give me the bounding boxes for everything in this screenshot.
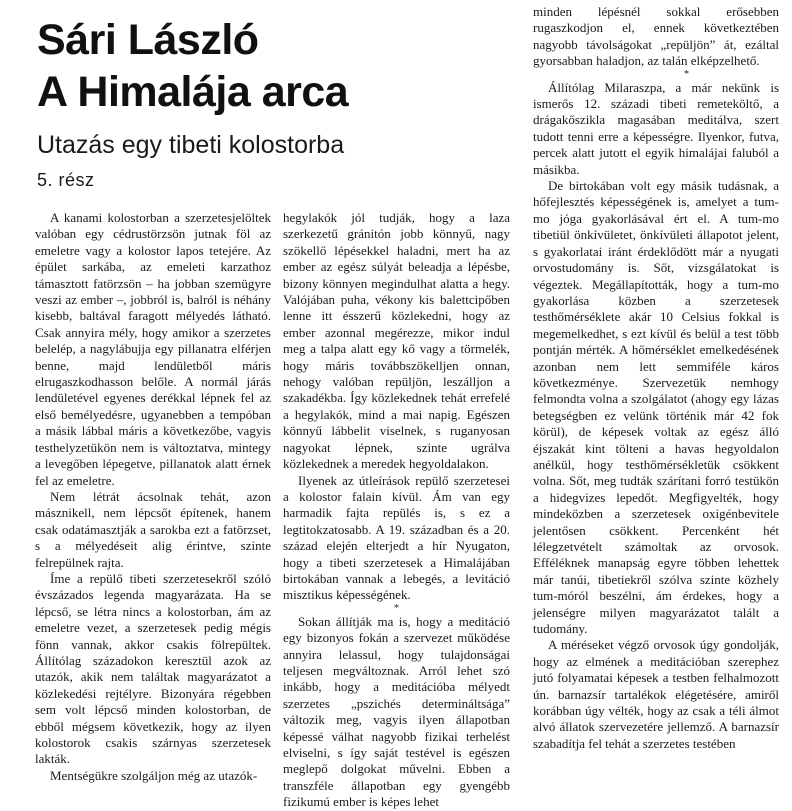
text-column-1 (35, 210, 271, 784)
paragraph: A kanami kolostorban a szerzetesjelöltek valóban egy cédrustörzsön jutnak föl az emeletre vagy a kolostor lapos tetejére. Az épület sarkába, az emeleti karzathoz támasztott fatörzsön – ha jobban szemügyre veszi az ember –, jobbról is, balról is néhány kisebb, baltával faragott mélyedés látható. Csak annyira mély, hogy amikor a szerzetes belelép, a nagylábujja egy pillanatra elférjen benne, majd lendületből máris elrugaszkodhasson belőle. A normál járás lendületével egyenes derékkal lépnek fel az első bemélyedésre, ugyanebben a tempóban a másik lábbal máris a következőbe, vagyis testhelyzetükön nem is változtatva, mintegy a levegőben lépegetve, pillanatok alatt érnek fel az emeletre. (35, 210, 271, 488)
text-column-2 (283, 210, 510, 811)
paragraph: Állítólag Milaraszpa, a már nekünk is ismerős 12. századi tibeti remeteköltő, a drágakőszikla magasában meditálva, szert tudott tenni erre a képességre. Ilyenkor, futva, percek alatt jutott el egyik himalájai faluból a másikba. (533, 79, 779, 177)
part-number: 5. rész (37, 170, 95, 190)
article-header (37, 14, 507, 191)
paragraph: Mentségükre szolgáljon még az utazók- (50, 767, 258, 783)
text-column-3 (533, 4, 779, 752)
paragraph: minden lépésnél sokkal erősebben rugaszkodjon el, ennek következtében nagyobb távolságokat „repüljön” át, ezáltal gyorsabban haladjon, az talán elképzelhető. (533, 4, 779, 69)
paragraph: Sokan állítják ma is, hogy a meditáció egy bizonyos fokán a szervezet működése annyira lelassul, hogy tulajdonságai teljesen megváltoznak. Arról lehet szó inkább, hogy a meditációba mélyedt szerzetes „pszichés determináltsága” változik meg, vagyis ilyen állapotban képessé válhat nagyobb fizikai terhelést elviselni, s így saját testével is egészen meglepő dolgokat művelni. Ebben a transzféle állapotban egy gyengébb fizikumú ember is képes lehet (283, 613, 510, 810)
article-title: A Himalája arca (37, 68, 349, 116)
paragraph: Ilyenek az útleírások repülő szerzetesei a kolostor falain kívül. Ám van egy harmadik fajta repülés is, s ez a legtitokzatosabb. A 19. században és a 20. század elején elterjedt a hír Nyugaton, hogy a tibeti szerzetesek a Himalájában birtokában vannak a lebegés, a levitáció misztikus képességének. (283, 472, 510, 603)
paragraph: hegylakók jól tudják, hogy a laza szerkezetű gránitón jobb könnyű, nagy szökellő lépésekkel haladni, mert ha az ember az egész súlyát beleadja a lépésbe, bizony könnyen megindulhat alatta a hegy. Valójában puha, vékony kis balettcipőben lenne itt ésszerű közlekedni, hogy az ember azonnal megérezze, mikor indul meg a talpa alatt egy kő vagy a törmelék, hogy máris továbbszökelljen onnan, nehogy valóban repüljön, leszálljon a szakadékba. Így közlekednek tehát errefelé a hegylakók, mind a mai napig. Egészen könnyű lábbelit viselnek, s ruganyosan nagyokat lépnek, szinte ugrálva közlekednek a meredek hegyoldalakon. (283, 210, 510, 472)
paragraph: Íme a repülő tibeti szerzetesekről szóló évszázados legenda magyarázata. Ha se lépcső, se létra nincs a kolostorban, ám az emeletre vezet, a szerzetesek pedig mégis fönn vannak, akkor csakis fölrepültek. Állítólag századokon keresztül azok az utazók, akik nem találtak magyarázatot a közlekedési rejtélyre. Bizonyára régebben sem volt lépcső minden kolostorban, de ebből mégsem következik, hogy az ilyen kolostorok csakis szárnyas szerzetesek lakták. (35, 570, 271, 767)
author-name: Sári László (37, 16, 259, 64)
paragraph: Nem létrát ácsolnak tehát, azon másznikell, nem lépcsőt építenek, hanem csak odatámasztják a sarokba ezt a fatörzset, s a mélyedéseit alig érintve, szinte felrepülnek rajta. (35, 488, 271, 570)
article-subtitle: Utazás egy tibeti kolostorba (37, 131, 345, 159)
paragraph: A méréseket végző orvosok úgy gondolják, hogy az elmének a meditációban szerephez jutó folyamatai képesek a testben felhalmozott ún. barnazsír tartalékok elégetésére, amiről korábban úgy vélték, hogy az csak a téli álmot alvó állatok szervezetére jellemző. A barnazsír szabadítja fel tehát a szerzetes testében (533, 637, 779, 751)
section-separator: * (684, 68, 689, 80)
section-separator: * (394, 602, 399, 614)
paragraph: De birtokában volt egy másik tudásnak, a hőfejlesztés képességének is, amelyet a tum-mo jóga gyakorlásával ért el. A tum-mo tibetiül önkívületet, önkívületi állapotot jelent, s gyakorlatai iránt érdeklődött már a nyugati orvostudomány is. Sőt, vizsgálatokat is végeztek. Megállapították, hogy a tum-mo gyakorlása közben a szerzetesek testhőmérséklete akár 10 Celsius fokkal is megemelkedhet, s ezt kívül és belül a test több pontján mérték. A hőmérséklet emelkedésének azonban nem lett semmiféle káros következménye. Szervezetük nemhogy felmondta volna a szolgálatot (ahogy egy lázas betegségben ez velünk történik már 42 fok körül), de képesek voltak az egész álló éjszakát kint tölteni a havas hegyoldalon anélkül, hogy testhőmérsékletük csökkent volna. Sőt, meg tudták szárítani forró testükön a hidegvizes lepedőt. Megfigyelték, hogy mindeközben a szerzetesek oxigénbevitele jelentősen csökkent. Percenként hét lélegzetvételt számoltak az orvosok. Efféléknek manapság egyre többen lehettek már tanúi, tibetiekről szólva szinte közhely tum-móról beszélni, ám érdekes, hogy a jelenségre milyen magyarázatot talált a tudomány. (533, 178, 779, 637)
